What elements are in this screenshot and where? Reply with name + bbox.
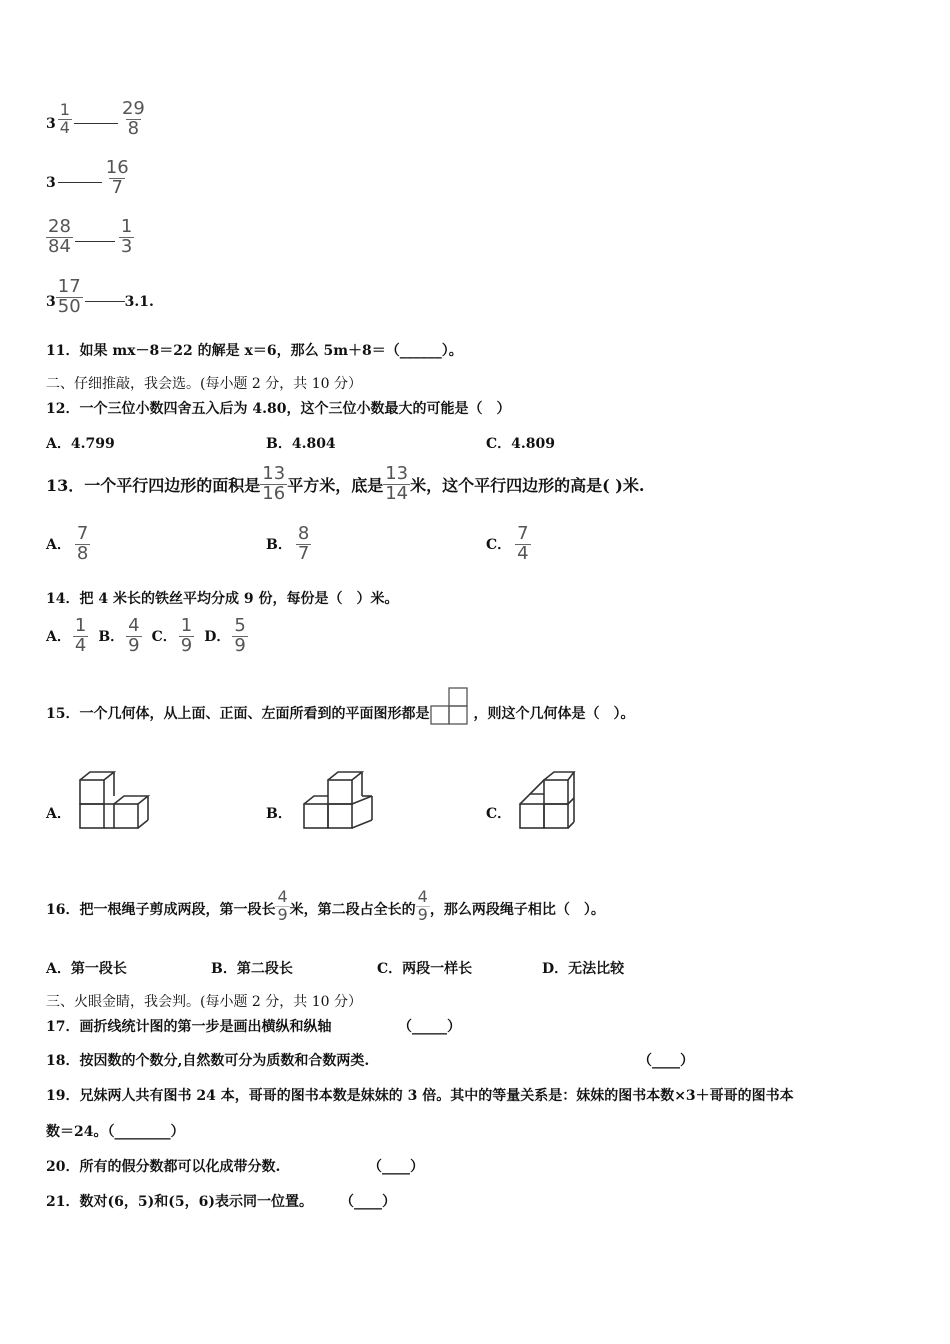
- question-19-line-1: 19．兄妹两人共有图书 24 本，哥哥的图书本数是妹妹的 3 倍。其中的等量关系是：妹妹的图书本数×3＋哥哥的图书本: [46, 1088, 794, 1104]
- fraction: $\frac{13}{16}$: [262, 462, 286, 504]
- q12-option-c[interactable]: C．4.809: [486, 436, 555, 452]
- fraction: $\frac{13}{14}$: [385, 462, 409, 504]
- fraction: $\frac{29}{8}$: [121, 98, 145, 139]
- question-14: 14．把 4 米长的铁丝平均分成 9 份，每份是（ ）米。: [46, 591, 399, 607]
- question-12: 12．一个三位小数四舍五入后为 4.80，这个三位小数最大的可能是（ ）: [46, 401, 511, 417]
- fraction: $\frac{16}{7}$: [105, 157, 129, 198]
- q14-option-a-label[interactable]: A．: [46, 629, 71, 645]
- q13-option-b[interactable]: B． $\frac{8}{7}$: [266, 522, 310, 564]
- fraction: $\frac{7}{4}$: [517, 522, 529, 564]
- q20-answer-blank[interactable]: （____）: [368, 1159, 424, 1175]
- q16-option-a[interactable]: A．第一段长: [46, 961, 127, 977]
- q15-option-c[interactable]: C．: [486, 806, 512, 822]
- fraction: $\frac{4}{9}$: [277, 887, 288, 925]
- comparison-row-1: [46, 100, 147, 144]
- question-21: 21．数对(6，5)和(5，6)表示同一位置。: [46, 1194, 313, 1210]
- q16-option-c[interactable]: C．两段一样长: [377, 961, 473, 977]
- q14-option-c-label[interactable]: C．: [151, 629, 177, 645]
- fraction: $\frac{5}{9}$: [234, 614, 246, 656]
- q18-answer-blank[interactable]: （____）: [638, 1053, 694, 1069]
- question-17: 17．画折线统计图的第一步是画出横纵和纵轴: [46, 1019, 332, 1035]
- whole-number: 3: [46, 174, 56, 191]
- comparison-tail: 3.1.: [124, 293, 154, 310]
- section-2-title: 二、仔细推敲，我会选。(每小题 2 分，共 10 分）: [46, 376, 362, 392]
- whole-number: 3: [46, 293, 56, 310]
- fraction: $\frac{8}{7}$: [297, 522, 310, 564]
- q13-option-c[interactable]: C． $\frac{7}{4}$: [486, 522, 529, 564]
- fraction: $\frac{1}{9}$: [180, 614, 193, 656]
- fraction: $\frac{4}{9}$: [128, 614, 140, 656]
- comparison-row-4: [46, 278, 154, 322]
- comparison-row-2: [46, 159, 131, 203]
- q16-option-d[interactable]: D．无法比较: [542, 961, 625, 977]
- q17-answer-blank[interactable]: （_____）: [398, 1019, 461, 1035]
- fraction: $\frac{17}{50}$: [57, 276, 81, 317]
- fraction: $\frac{1}{4}$: [74, 614, 87, 656]
- q15-option-a-figure: [78, 768, 154, 832]
- q15-option-b-figure: [302, 768, 378, 832]
- answer-blank[interactable]: [85, 299, 125, 302]
- fraction: $\frac{1}{4}$: [59, 100, 70, 137]
- whole-number: 3: [46, 115, 56, 132]
- answer-blank[interactable]: [58, 180, 102, 183]
- question-13: 13．一个平行四边形的面积是 $\frac{13}{16}$ 平方米，底是 $\frac{13}{14}$ 米，这个平行四边形的高是( )米.: [46, 462, 645, 504]
- q15-option-b[interactable]: B．: [266, 806, 292, 822]
- fraction: $\frac{4}{9}$: [417, 887, 428, 925]
- answer-blank[interactable]: [74, 121, 118, 124]
- q15-option-a[interactable]: A．: [46, 806, 71, 822]
- comparison-row-3: [46, 218, 134, 262]
- section-3-title: 三、火眼金睛，我会判。(每小题 2 分，共 10 分）: [46, 994, 362, 1010]
- view-shape-figure: [429, 686, 473, 726]
- question-16: 16．把一根绳子剪成两段，第一段长 $\frac{4}{9}$ 米，第二段占全长的 $\frac{4}{9}$ ，那么两段绳子相比（ ）。: [46, 887, 605, 925]
- fraction: $\frac{7}{8}$: [76, 522, 89, 564]
- question-19-line-2: 数＝24。（________）: [46, 1124, 185, 1140]
- question-11: 11．如果 mx－8＝22 的解是 x＝6，那么 5m＋8＝（______）。: [46, 343, 463, 359]
- q12-option-a[interactable]: A．4.799: [46, 436, 115, 452]
- question-18: 18．按因数的个数分,自然数可分为质数和合数两类.: [46, 1053, 370, 1069]
- q14-option-d-label[interactable]: D．: [204, 629, 231, 645]
- q16-option-b[interactable]: B．第二段长: [211, 961, 293, 977]
- q13-option-a[interactable]: A． $\frac{7}{8}$: [46, 522, 89, 564]
- question-20: 20．所有的假分数都可以化成带分数.: [46, 1159, 281, 1175]
- q21-answer-blank[interactable]: （____）: [340, 1194, 396, 1210]
- question-15: 15．一个几何体，从上面、正面、左面所看到的平面图形都是 ，则这个几何体是（ ）。: [46, 682, 634, 726]
- q14-option-b-label[interactable]: B．: [98, 629, 125, 645]
- q12-option-b[interactable]: B．4.804: [266, 436, 336, 452]
- q14-options: [46, 614, 248, 658]
- answer-blank[interactable]: [75, 239, 115, 242]
- fraction: $\frac{1}{3}$: [120, 216, 133, 257]
- fraction: $\frac{28}{84}$: [48, 216, 71, 257]
- q15-option-c-figure: [516, 768, 586, 832]
